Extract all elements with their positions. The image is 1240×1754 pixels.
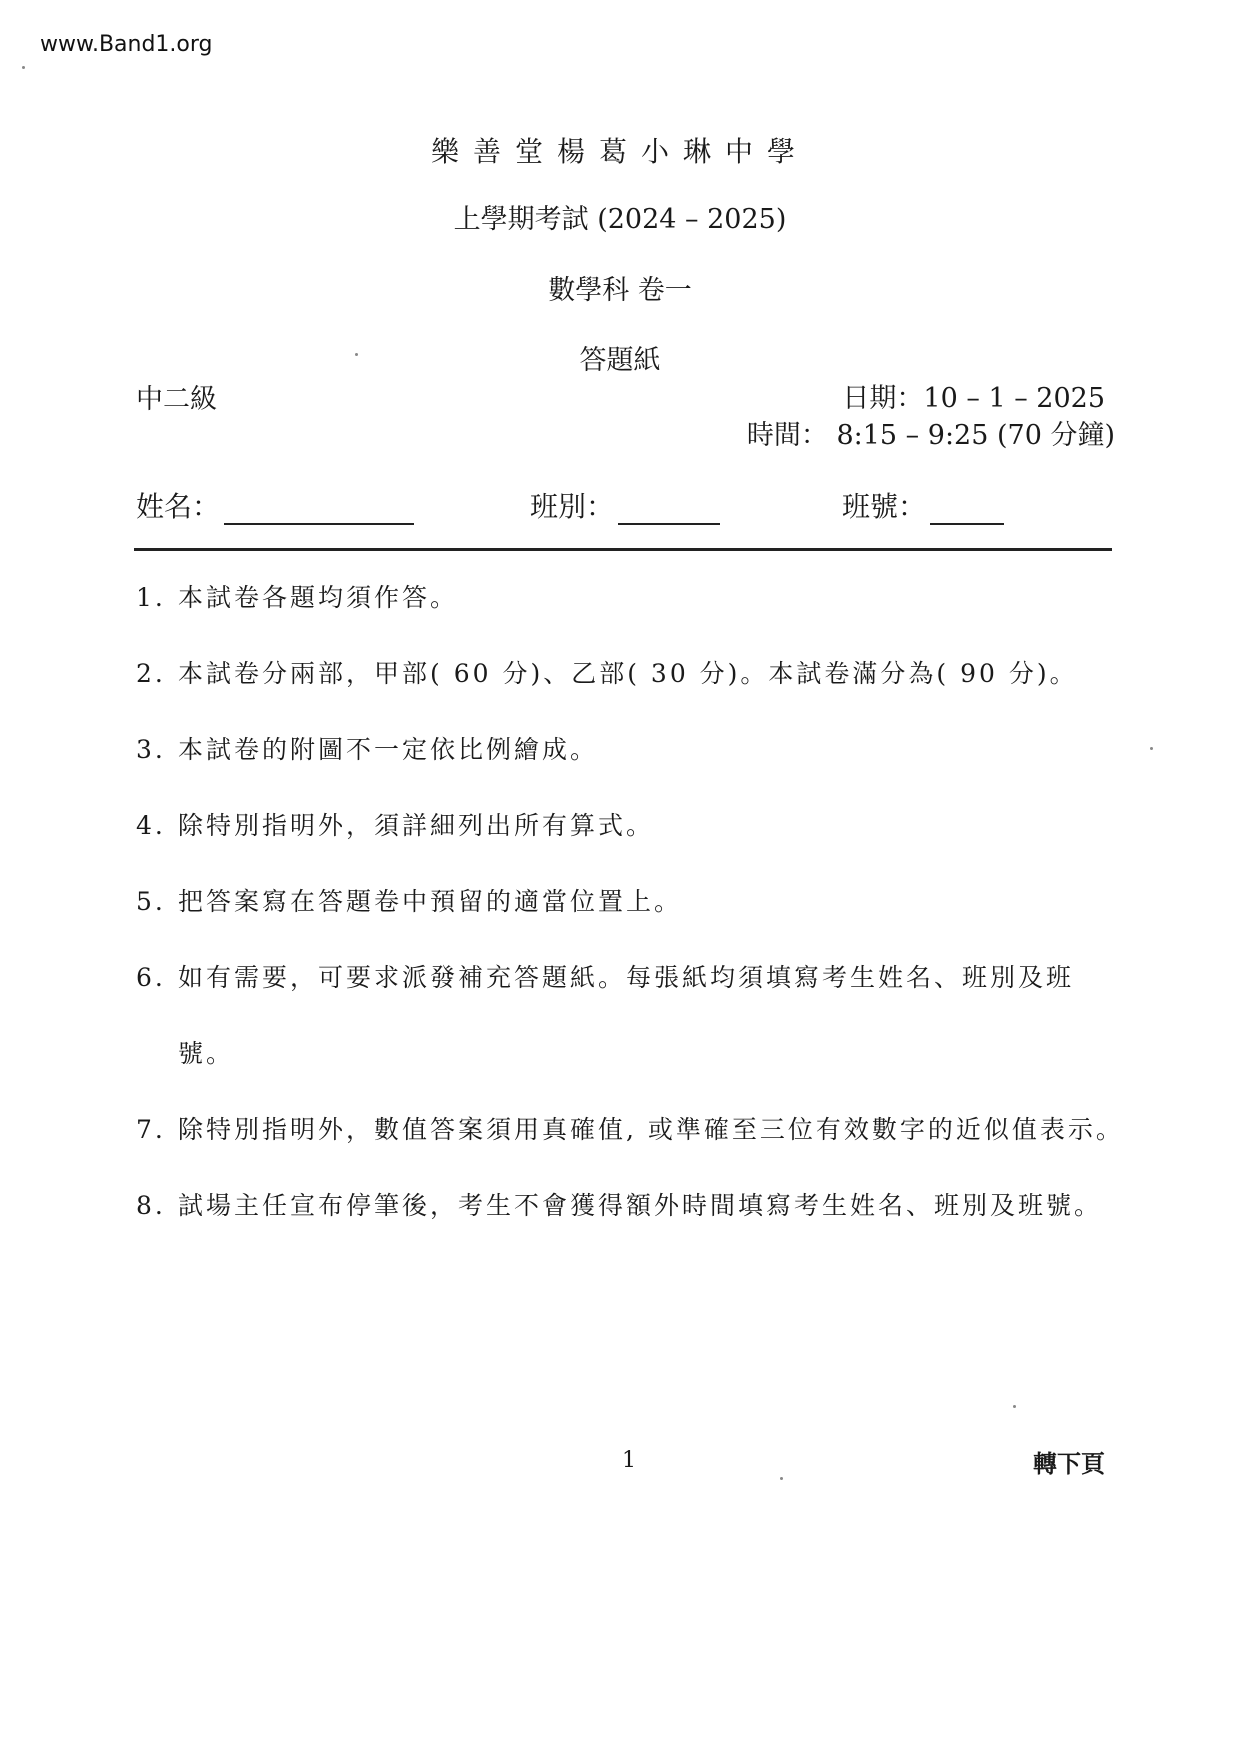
turn-over-note: 轉下頁 xyxy=(1033,1449,1105,1478)
instructions-list xyxy=(136,560,1126,1244)
grade-label: 中二級 xyxy=(136,384,217,415)
instruction-number: 5. xyxy=(136,887,166,916)
instruction-item xyxy=(136,560,1126,636)
instruction-item xyxy=(136,940,1126,1092)
school-name: 樂善堂楊葛小琳中學 xyxy=(430,135,809,168)
instruction-item xyxy=(136,712,1126,788)
number-field xyxy=(842,485,1004,525)
instruction-number: 7. xyxy=(136,1115,166,1144)
instruction-text: 除特別指明外，須詳細列出所有算式。 xyxy=(178,811,655,840)
watermark: www.Band1.org xyxy=(40,32,213,57)
instruction-text: 本試卷的附圖不一定依比例繪成。 xyxy=(178,735,599,764)
instruction-text: 除特別指明外，數值答案須用真確值, 或準確至三位有效數字的近似值表示。 xyxy=(178,1115,1124,1144)
exam-date: 日期：10 – 1 – 2025 xyxy=(842,383,1105,414)
instruction-number: 4. xyxy=(136,811,166,840)
instruction-number: 8. xyxy=(136,1191,166,1220)
instruction-text: 試場主任宣布停筆後，考生不會獲得額外時間填寫考生姓名、班別及班號。 xyxy=(178,1191,1103,1220)
scan-speck xyxy=(355,353,358,356)
instruction-item xyxy=(136,636,1126,712)
page-number: 1 xyxy=(622,1448,636,1473)
instruction-number: 1. xyxy=(136,583,166,612)
class-blank[interactable] xyxy=(618,493,720,525)
class-field xyxy=(530,485,720,525)
scan-speck xyxy=(22,66,25,69)
sheet-title: 答題紙 xyxy=(579,345,661,376)
name-blank[interactable] xyxy=(224,493,414,525)
scan-speck xyxy=(780,1477,783,1480)
scan-speck xyxy=(1013,1405,1016,1408)
instruction-text: 如有需要，可要求派發補充答題紙。每張紙均須填寫考生姓名、班別及班號。 xyxy=(178,963,1075,1068)
instruction-number: 2. xyxy=(136,659,166,688)
header-divider xyxy=(134,548,1112,551)
class-label: 班別： xyxy=(530,490,615,523)
instruction-item xyxy=(136,864,1126,940)
instruction-item xyxy=(136,1168,1126,1244)
name-field xyxy=(136,485,414,525)
subject-title: 數學科 卷一 xyxy=(548,275,692,306)
name-label: 姓名： xyxy=(136,490,221,523)
exam-title: 上學期考試 (2024 – 2025) xyxy=(453,204,787,235)
number-label: 班號： xyxy=(842,490,927,523)
instruction-number: 6. xyxy=(136,963,166,992)
instruction-item xyxy=(136,1092,1126,1168)
number-blank[interactable] xyxy=(930,493,1004,525)
instruction-number: 3. xyxy=(136,735,166,764)
instruction-text: 把答案寫在答題卷中預留的適當位置上。 xyxy=(178,887,683,916)
exam-time: 時間： 8:15 – 9:25 (70 分鐘) xyxy=(746,420,1115,451)
instruction-item xyxy=(136,788,1126,864)
instruction-text: 本試卷分兩部，甲部( 60 分)、乙部( 30 分)。本試卷滿分為( 90 分)。 xyxy=(178,659,1078,688)
instruction-text: 本試卷各題均須作答。 xyxy=(178,583,459,612)
scan-speck xyxy=(1150,747,1153,750)
